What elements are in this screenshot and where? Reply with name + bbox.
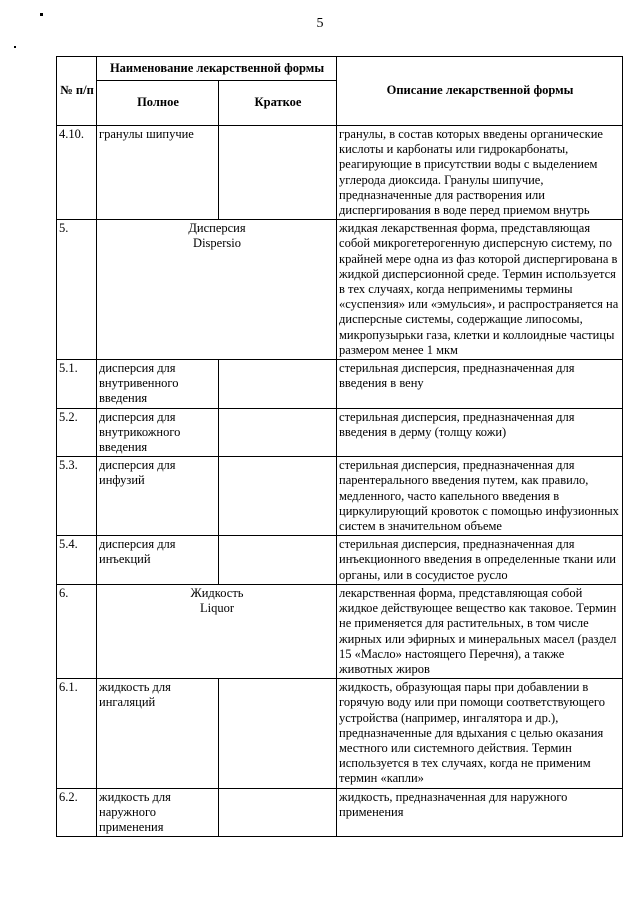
row-number: 6.2. — [57, 788, 97, 837]
dosage-forms-table — [56, 56, 623, 837]
row-number: 5.1. — [57, 360, 97, 409]
table-row-group — [57, 220, 623, 360]
scan-speck — [14, 46, 16, 48]
form-short-name — [219, 360, 337, 409]
table-row — [57, 408, 623, 457]
group-name-ru: Жидкость — [190, 585, 244, 600]
row-number: 5.4. — [57, 536, 97, 585]
form-full-name: дисперсия для внутрикожного введения — [97, 408, 219, 457]
group-name-ru: Дисперсия — [188, 221, 246, 236]
form-full-name: дисперсия для внутривенного введения — [97, 360, 219, 409]
form-full-name: жидкость для наружного применения — [97, 788, 219, 837]
group-name-cell — [97, 220, 337, 360]
form-short-name — [219, 536, 337, 585]
form-full-name: дисперсия для инфузий — [97, 457, 219, 536]
table-row — [57, 360, 623, 409]
header-full-name: Полное — [97, 81, 219, 126]
header-number: № п/п — [57, 57, 97, 126]
row-number: 4.10. — [57, 126, 97, 220]
group-name-lat: Dispersio — [193, 236, 241, 251]
row-number: 5.3. — [57, 457, 97, 536]
form-description: лекарственная форма, представляющая собой жидкое действующее вещество как таковое. Термин не применяется для растительных, в том числе жирных или эфирных и минеральных масел (раздел 15 «Масло» настоящего Перечня), а также животных жиров — [337, 584, 623, 678]
scan-speck — [40, 13, 43, 16]
header-name-group: Наименование лекарственной формы — [97, 57, 337, 81]
header-short-name: Краткое — [219, 81, 337, 126]
row-number: 5.2. — [57, 408, 97, 457]
form-short-name — [219, 679, 337, 788]
form-full-name: дисперсия для инъекций — [97, 536, 219, 585]
table-row — [57, 788, 623, 837]
table-row — [57, 679, 623, 788]
form-description: стерильная дисперсия, предназначенная для инъекционного введения в определенные ткани или органы, или в сосудистое русло — [337, 536, 623, 585]
group-name-lat: Liquor — [199, 601, 235, 616]
form-description: стерильная дисперсия, предназначенная для введения в вену — [337, 360, 623, 409]
table-row — [57, 536, 623, 585]
form-full-name: жидкость для ингаляций — [97, 679, 219, 788]
table-row — [57, 126, 623, 220]
row-number: 6.1. — [57, 679, 97, 788]
form-short-name — [219, 457, 337, 536]
form-full-name: гранулы шипучие — [97, 126, 219, 220]
form-short-name — [219, 408, 337, 457]
table-row-group — [57, 584, 623, 678]
form-description: жидкая лекарственная форма, представляющая собой микрогетерогенную дисперсную систему, по крайней мере одна из фаз которой диспергирована в жидкой дисперсионной среде. Термин используется в тех случаях, когда неприменимы термины «суспензия» или «эмульсия», и распространяется на дисперсные системы, содержащие липосомы, микропузырьки газа, клетки и коллоидные частицы размером менее 1 мкм — [337, 220, 623, 360]
page-number: 5 — [316, 16, 324, 31]
form-description: стерильная дисперсия, предназначенная для введения в дерму (толщу кожи) — [337, 408, 623, 457]
header-description: Описание лекарственной формы — [337, 57, 623, 126]
form-description: жидкость, предназначенная для наружного применения — [337, 788, 623, 837]
form-description: жидкость, образующая пары при добавлении в горячую воду или при помощи соответствующего устройства (например, ингалятора и др.), предназначенные для вдыхания с целью оказания местного или системного действия. Термин используется в тех случаях, когда не применим термин «капли» — [337, 679, 623, 788]
form-description: стерильная дисперсия, предназначенная для парентерального введения путем, как правило, медленного, часто капельного введения в циркулирующий кровоток с помощью инфузионных систем в значительном объеме — [337, 457, 623, 536]
group-name-cell — [97, 584, 337, 678]
form-description: гранулы, в состав которых введены органические кислоты и карбонаты или гидрокарбонаты, реагирующие в присутствии воды с выделением углерода диоксида. Гранулы шипучие, предназначенные для растворения или диспергирования в воде перед приемом внутрь — [337, 126, 623, 220]
row-number: 6. — [57, 584, 97, 678]
form-short-name — [219, 126, 337, 220]
table-row — [57, 457, 623, 536]
row-number: 5. — [57, 220, 97, 360]
form-short-name — [219, 788, 337, 837]
